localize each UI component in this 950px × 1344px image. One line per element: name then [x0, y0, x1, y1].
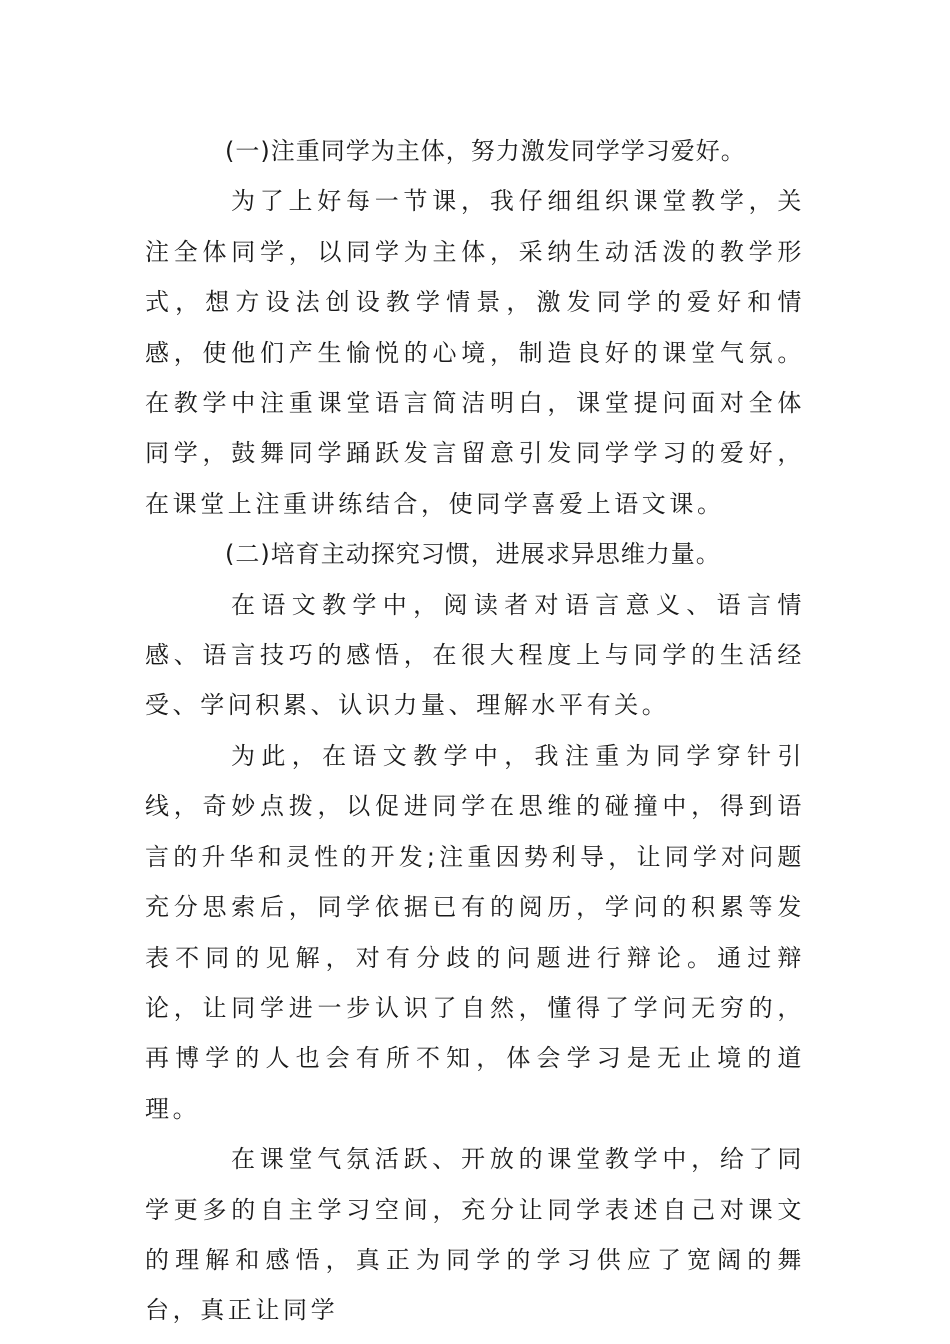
- paragraph-3: 为此，在语文教学中，我注重为同学穿针引线，奇妙点拨，以促进同学在思维的碰撞中，得到语言的升华和灵性的开发;注重因势利导，让同学对问题充分思索后，同学依据已有的阅历，学问的积累等发表不同的见解，对有分歧的问题进行辩论。通过辩论，让同学进一步认识了自然，懂得了学问无穷的，再博学的人也会有所不知，体会学习是无止境的道理。: [145, 741, 805, 1123]
- section-heading-1: (一)注重同学为主体，努力激发同学学习爱好。: [225, 137, 746, 165]
- section-heading-2: (二)培育主动探究习惯，进展求异思维力量。: [225, 540, 721, 569]
- paragraph-2: 在语文教学中，阅读者对语言意义、语言情感、语言技巧的感悟，在很大程度上与同学的生活经受、学问积累、认识力量、理解水平有关。: [145, 590, 805, 720]
- paragraph-1: 为了上好每一节课，我仔细组织课堂教学，关注全体同学，以同学为主体，采纳生动活泼的教学形式，想方设法创设教学情景，激发同学的爱好和情感，使他们产生愉悦的心境，制造良好的课堂气氛。在教学中注重课堂语言简洁明白，课堂提问面对全体同学，鼓舞同学踊跃发言留意引发同学学习的爱好，在课堂上注重讲练结合，使同学喜爱上语文课。: [145, 187, 805, 518]
- document-body: [145, 126, 805, 1336]
- paragraph-4: 在课堂气氛活跃、开放的课堂教学中，给了同学更多的自主学习空间，充分让同学表述自己对课文的理解和感悟，真正为同学的学习供应了宽阔的舞台，真正让同学: [145, 1145, 805, 1325]
